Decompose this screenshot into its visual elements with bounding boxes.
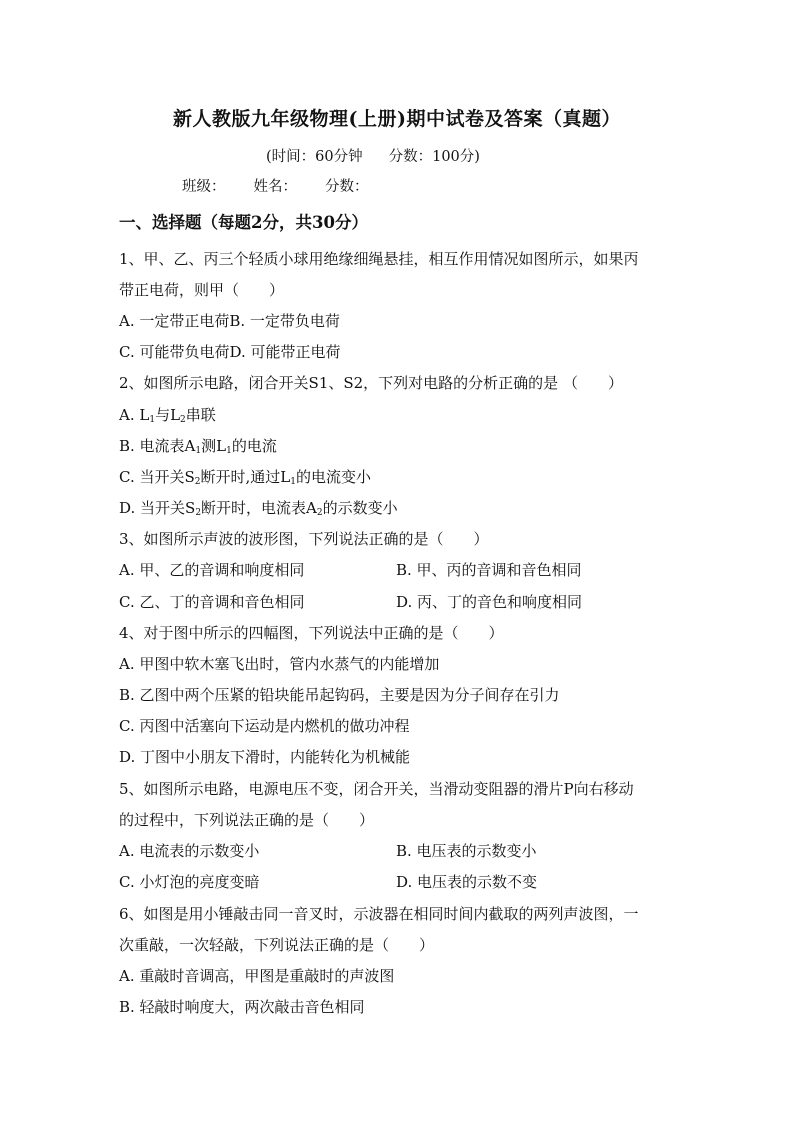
name-label: 姓名： [253,179,297,195]
q1-stem-line1: 1、甲、乙、丙三个轻质小球用绝缘细绳悬挂，相互作用情况如图所示，如果丙 [119,250,639,268]
class-label: 班级： [182,179,226,195]
q4-stem: 4、对于图中所示的四幅图，下列说法中正确的是（ ） [119,624,504,642]
q2-stem: 2、如图所示电路，闭合开关S1、S2，下列对电路的分析正确的是 （ ） [119,374,623,392]
q5-option-c: C. 小灯泡的亮度变暗 [119,873,260,891]
q3-option-a: A. 甲、乙的音调和响度相同 [119,561,305,579]
q2-option-c: C. 当开关$S_2$断开时,通过$L_1$的电流变小 [119,468,371,487]
q4-option-a: A. 甲图中软木塞飞出时，管内水蒸气的内能增加 [119,655,440,673]
q2-option-b: B. 电流表$A_1$测$L_1$的电流 [119,437,277,456]
q1-option-cd: C. 可能带负电荷D. 可能带正电荷 [119,343,341,361]
q3-option-b: B. 甲、丙的音调和音色相同 [396,561,582,579]
q6-option-a: A. 重敲时音调高，甲图是重敲时的声波图 [119,967,395,985]
exam-meta [266,145,480,166]
q5-option-d: D. 电压表的示数不变 [396,873,538,891]
q6-option-b: B. 轻敲时响度大，两次敲击音色相同 [119,998,365,1016]
q4-option-d: D. 丁图中小朋友下滑时，内能转化为机械能 [119,748,411,766]
q5-stem-line2: 的过程中，下列说法正确的是（ ） [119,811,375,829]
section-heading: 一、选择题（每题2分，共30分） [119,213,368,232]
exam-score: 分数：100分) [388,149,480,165]
q3-stem: 3、如图所示声波的波形图，下列说法正确的是（ ） [119,530,489,548]
page-title: 新人教版九年级物理(上册)期中试卷及答案（真题） [173,108,621,130]
student-fields [182,175,397,196]
exam-time: (时间：60分钟 [266,149,363,165]
q5-option-b: B. 电压表的示数变小 [396,842,537,860]
q4-option-c: C. 丙图中活塞向下运动是内燃机的做功冲程 [119,717,410,735]
score-label: 分数： [325,179,369,195]
q2-option-a: A. $L_1$与$L_2$串联 [119,406,216,425]
q5-option-a: A. 电流表的示数变小 [119,842,260,860]
q6-stem-line2: 次重敲，一次轻敲，下列说法正确的是（ ） [119,936,435,954]
q4-option-b: B. 乙图中两个压紧的铅块能吊起钩码，主要是因为分子间存在引力 [119,686,560,704]
q3-option-d: D. 丙、丁的音色和响度相同 [396,593,583,611]
q5-stem-line1: 5、如图所示电路，电源电压不变，闭合开关，当滑动变阻器的滑片P向右移动 [119,780,634,798]
q2-option-d: D. 当开关$S_2$断开时，电流表$A_2$的示数变小 [119,499,398,518]
q1-stem-line2: 带正电荷，则甲（ ） [119,281,285,299]
q6-stem-line1: 6、如图是用小锤敲击同一音叉时，示波器在相同时间内截取的两列声波图，一 [119,905,639,923]
q3-option-c: C. 乙、丁的音调和音色相同 [119,593,305,611]
q1-option-ab: A. 一定带正电荷B. 一定带负电荷 [119,312,340,330]
